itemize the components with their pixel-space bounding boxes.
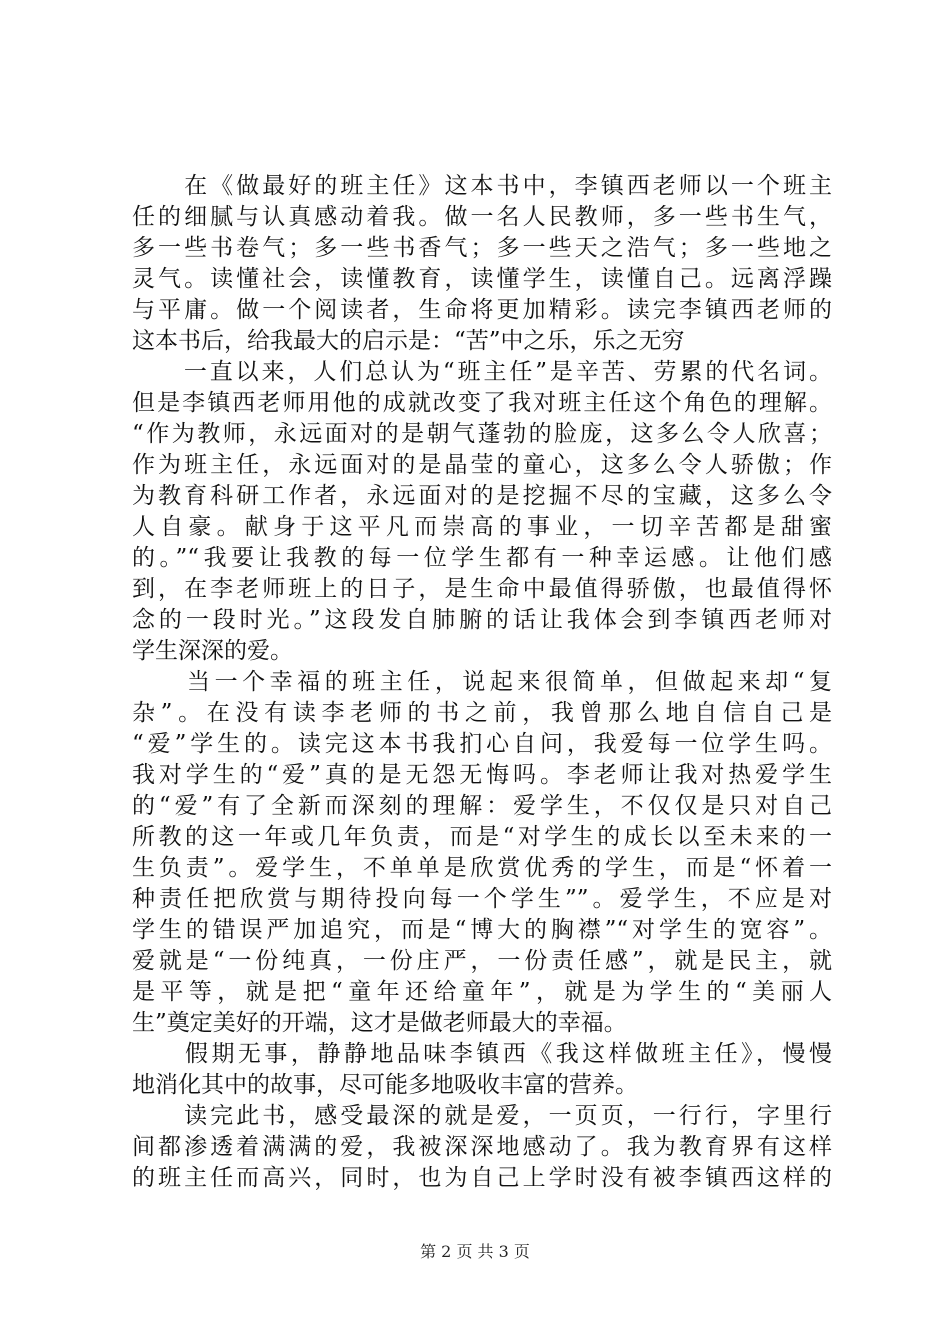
- text-line: 种责任把欣赏与期待投向每一个学生””。爱学生，不应是对: [132, 886, 832, 912]
- text-line: 作为班主任，永远面对的是晶莹的童心，这多么令人骄傲；作: [132, 452, 832, 478]
- text-line: 我对学生的“爱”真的是无怨无悔吗。李老师让我对热爱学生: [132, 762, 832, 788]
- text-line: 念的一段时光。”这段发自肺腑的话让我体会到李镇西老师对: [132, 607, 832, 633]
- text-line: 所教的这一年或几年负责，而是“对学生的成长以至未来的一: [132, 824, 832, 850]
- text-line: 爱就是“一份纯真，一份庄严，一份责任感”，就是民主，就: [132, 948, 832, 974]
- text-line: “爱”学生的。读完这本书我扪心自问，我爱每一位学生吗。: [132, 731, 832, 757]
- text-line: 地消化其中的故事，尽可能多地吸收丰富的营养。: [132, 1072, 638, 1098]
- text-line: 在《做最好的班主任》这本书中，李镇西老师以一个班主: [132, 173, 832, 199]
- text-line: 生”奠定美好的开端，这才是做老师最大的幸福。: [132, 1010, 627, 1036]
- text-line: 到，在李老师班上的日子，是生命中最值得骄傲，也最值得怀: [132, 576, 832, 602]
- text-line: 学生的错误严加追究，而是“博大的胸襟”“对学生的宽容”。: [132, 917, 832, 943]
- paragraph-5: [132, 1101, 832, 1194]
- text-line: 这本书后，给我最大的启示是：“苦”中之乐，乐之无穷: [132, 328, 685, 354]
- paragraph-4: [132, 1039, 832, 1101]
- text-line: 学生深深的爱。: [132, 638, 293, 664]
- text-line: “作为教师，永远面对的是朝气蓬勃的脸庞，这多么令人欣喜；: [132, 421, 832, 447]
- text-line: 一直以来，人们总认为“班主任”是辛苦、劳累的代名词。: [132, 359, 832, 385]
- text-line: 读完此书，感受最深的就是爱，一页页，一行行，字里行: [132, 1103, 832, 1129]
- text-line: 但是李镇西老师用他的成就改变了我对班主任这个角色的理解。: [132, 390, 832, 416]
- paragraph-1: [132, 171, 832, 357]
- text-line: 杂”。在没有读李老师的书之前，我曾那么地自信自己是: [132, 700, 832, 726]
- text-line: 人自豪。献身于这平凡而崇高的事业，一切辛苦都是甜蜜: [132, 514, 832, 540]
- text-line: 当一个幸福的班主任，说起来很简单，但做起来却“复: [132, 669, 832, 695]
- text-line: 生负责”。爱学生，不单单是欣赏优秀的学生，而是“怀着一: [132, 855, 832, 881]
- text-line: 间都渗透着满满的爱，我被深深地感动了。我为教育界有这样: [132, 1134, 832, 1160]
- text-line: 是平等，就是把“童年还给童年”，就是为学生的“美丽人: [132, 979, 832, 1005]
- text-line: 任的细腻与认真感动着我。做一名人民教师，多一些书生气，: [132, 204, 832, 230]
- text-line: 为教育科研工作者，永远面对的是挖掘不尽的宝藏，这多么令: [132, 483, 832, 509]
- text-line: 的。”“我要让我教的每一位学生都有一种幸运感。让他们感: [132, 545, 832, 571]
- page-number-footer: 第 2 页 共 3 页: [420, 1242, 530, 1261]
- text-line: 的班主任而高兴，同时，也为自己上学时没有被李镇西这样的: [132, 1165, 832, 1191]
- text-line: 的“爱”有了全新而深刻的理解：爱学生，不仅仅是只对自己: [132, 793, 832, 819]
- paragraph-2: [132, 357, 832, 667]
- text-line: 与平庸。做一个阅读者，生命将更加精彩。读完李镇西老师的: [132, 297, 832, 323]
- text-line: 多一些书卷气；多一些书香气；多一些天之浩气；多一些地之: [132, 235, 832, 261]
- paragraph-3: [132, 667, 832, 1039]
- text-line: 灵气。读懂社会，读懂教育，读懂学生，读懂自己。远离浮躁: [132, 266, 832, 292]
- text-line: 假期无事，静静地品味李镇西《我这样做班主任》，慢慢: [132, 1041, 832, 1067]
